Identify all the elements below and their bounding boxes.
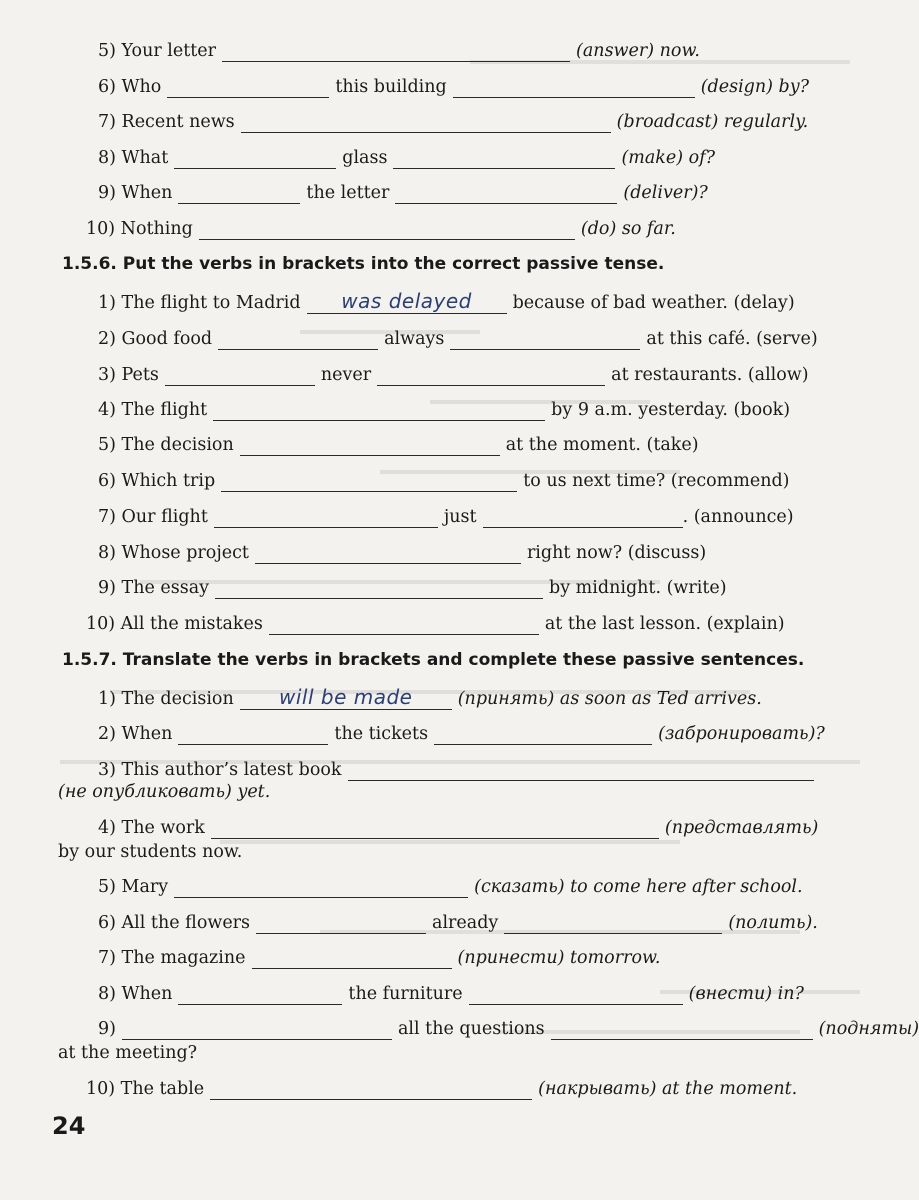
line-text: 9) xyxy=(98,1019,116,1039)
line-text: 6) Who xyxy=(98,77,162,97)
line-text: already xyxy=(432,913,499,933)
line-text: at restaurants. (allow) xyxy=(611,365,809,385)
exercise-line xyxy=(58,839,242,863)
line-text: . (announce) xyxy=(682,507,794,527)
line-text: by our students now. xyxy=(58,842,243,862)
answer-blank[interactable] xyxy=(348,760,814,781)
answer-blank[interactable] xyxy=(222,41,570,62)
page-number: 24 xyxy=(52,1112,86,1140)
line-text: 7) Our flight xyxy=(98,507,208,527)
exercise-line xyxy=(98,815,818,839)
line-text: this building xyxy=(335,77,447,97)
line-text: 2) Good food xyxy=(98,329,213,349)
answer-blank[interactable] xyxy=(178,984,342,1005)
exercise-line xyxy=(98,945,660,969)
exercise-line xyxy=(98,326,818,350)
exercise-line xyxy=(98,504,794,528)
exercise-line xyxy=(98,180,708,204)
answer-blank[interactable] xyxy=(395,183,617,204)
answer-blank[interactable] xyxy=(469,984,683,1005)
line-text: 1) The decision xyxy=(98,689,234,709)
verb-hint: (design) by? xyxy=(700,77,810,97)
exercise-line xyxy=(98,432,699,456)
line-text: 4) The flight xyxy=(98,400,208,420)
line-text: at the last lesson. (explain) xyxy=(544,614,785,634)
verb-hint: (make) of? xyxy=(621,148,716,168)
verb-hint: (сказать) to come here after school. xyxy=(474,877,803,897)
exercise-line xyxy=(98,910,818,934)
verb-hint: (deliver)? xyxy=(623,183,708,203)
exercise-line xyxy=(98,575,727,599)
exercise-line xyxy=(98,145,715,169)
exercise-line xyxy=(98,38,700,62)
exercise-line xyxy=(98,290,795,314)
answer-blank[interactable] xyxy=(211,818,659,839)
line-text: 10) Nothing xyxy=(86,219,193,239)
exercise-line xyxy=(98,721,825,745)
exercise-line xyxy=(98,540,706,564)
answer-blank[interactable] xyxy=(174,148,336,169)
line-text: 3) Pets xyxy=(98,365,159,385)
answer-blank[interactable] xyxy=(255,543,521,564)
line-text: 6) Which trip xyxy=(98,471,216,491)
line-text: 8) What xyxy=(98,148,169,168)
verb-hint: (принять) as soon as Ted arrives. xyxy=(457,689,762,709)
answer-blank[interactable] xyxy=(504,913,722,934)
line-text: 2) When xyxy=(98,724,173,744)
exercise-line xyxy=(98,74,809,98)
line-text: 5) Mary xyxy=(98,877,169,897)
exercise-line xyxy=(58,1040,197,1064)
line-text: 9) The essay xyxy=(98,578,210,598)
line-text: right now? (discuss) xyxy=(526,543,707,563)
line-text: 5) The decision xyxy=(98,435,234,455)
line-text: 7) Recent news xyxy=(98,112,235,132)
answer-blank[interactable] xyxy=(199,219,575,240)
exercise-line xyxy=(98,109,808,133)
section-heading-1-5-7: 1.5.7. Translate the verbs in brackets and complete these passive sentences. xyxy=(62,650,805,670)
answer-blank[interactable] xyxy=(241,112,611,133)
line-text: the letter xyxy=(306,183,390,203)
line-text: 8) Whose project xyxy=(98,543,249,563)
verb-hint: (broadcast) regularly. xyxy=(616,112,809,132)
answer-blank[interactable] xyxy=(214,507,438,528)
exercise-line xyxy=(98,1016,919,1040)
answer-blank[interactable] xyxy=(252,948,452,969)
answer-blank[interactable] xyxy=(178,724,328,745)
answer-blank[interactable] xyxy=(221,471,517,492)
line-text: 7) The magazine xyxy=(98,948,246,968)
answer-blank[interactable] xyxy=(122,1019,392,1040)
answer-blank[interactable] xyxy=(167,77,329,98)
line-text: 1) The flight to Madrid xyxy=(98,293,301,313)
answer-blank[interactable] xyxy=(483,507,683,528)
verb-hint: (полить). xyxy=(728,913,818,933)
line-text: to us next time? (recommend) xyxy=(523,471,790,491)
answer-blank[interactable] xyxy=(307,289,507,314)
line-text: 5) Your letter xyxy=(98,41,217,61)
line-text: because of bad weather. (delay) xyxy=(512,293,795,313)
verb-hint: (представлять) xyxy=(664,818,819,838)
exercise-line xyxy=(98,686,762,710)
line-text: always xyxy=(384,329,445,349)
line-text: the tickets xyxy=(334,724,429,744)
verb-hint: (не опубликовать) yet. xyxy=(58,782,271,802)
exercise-line xyxy=(98,468,790,492)
answer-blank[interactable] xyxy=(240,435,500,456)
section-heading-1-5-6: 1.5.6. Put the verbs in brackets into the correct passive tense. xyxy=(62,254,665,274)
exercise-line xyxy=(98,981,804,1005)
exercise-line xyxy=(98,874,803,898)
answer-blank[interactable] xyxy=(215,578,543,599)
line-text: the furniture xyxy=(348,984,463,1004)
answer-blank[interactable] xyxy=(210,1079,532,1100)
line-text: at the moment. (take) xyxy=(505,435,699,455)
exercise-line xyxy=(58,779,270,803)
line-text: at this café. (serve) xyxy=(646,329,818,349)
verb-hint: (принести) tomorrow. xyxy=(457,948,661,968)
answer-blank[interactable] xyxy=(434,724,652,745)
verb-hint: (do) so far. xyxy=(580,219,676,239)
verb-hint: (накрывать) at the moment. xyxy=(538,1079,798,1099)
verb-hint: (answer) now. xyxy=(576,41,700,61)
exercise-line xyxy=(98,397,790,421)
answer-blank[interactable] xyxy=(393,148,615,169)
line-text: 10) The table xyxy=(86,1079,205,1099)
answer-blank[interactable] xyxy=(240,685,452,710)
answer-blank[interactable] xyxy=(453,77,695,98)
answer-blank[interactable] xyxy=(256,913,426,934)
answer-blank[interactable] xyxy=(165,365,315,386)
answer-blank[interactable] xyxy=(377,365,605,386)
verb-hint: (подняты) xyxy=(818,1019,919,1039)
line-text: at the meeting? xyxy=(58,1043,198,1063)
answer-blank[interactable] xyxy=(213,400,545,421)
exercise-line xyxy=(86,611,785,635)
answer-blank[interactable] xyxy=(218,329,378,350)
answer-blank[interactable] xyxy=(178,183,300,204)
handwritten-answer: will be made xyxy=(278,685,413,709)
answer-blank[interactable] xyxy=(551,1019,813,1040)
line-text: 8) When xyxy=(98,984,173,1004)
exercise-line xyxy=(86,1076,797,1100)
answer-blank[interactable] xyxy=(174,877,468,898)
exercise-line xyxy=(98,757,814,781)
line-text: by 9 a.m. yesterday. (book) xyxy=(551,400,791,420)
line-text: 10) All the mistakes xyxy=(86,614,263,634)
line-text: by midnight. (write) xyxy=(549,578,727,598)
answer-blank[interactable] xyxy=(269,614,539,635)
line-text: 4) The work xyxy=(98,818,205,838)
line-text: never xyxy=(320,365,372,385)
exercise-line xyxy=(98,362,809,386)
exercise-line xyxy=(86,216,676,240)
line-text: all the questions xyxy=(397,1019,545,1039)
line-text: 9) When xyxy=(98,183,173,203)
line-text: glass xyxy=(342,148,388,168)
line-text: 6) All the flowers xyxy=(98,913,251,933)
answer-blank[interactable] xyxy=(450,329,640,350)
verb-hint: (забронировать)? xyxy=(658,724,825,744)
line-text: just xyxy=(443,507,477,527)
line-text: 3) This author’s latest book xyxy=(98,760,342,780)
verb-hint: (внести) in? xyxy=(688,984,804,1004)
handwritten-answer: was delayed xyxy=(341,289,472,313)
